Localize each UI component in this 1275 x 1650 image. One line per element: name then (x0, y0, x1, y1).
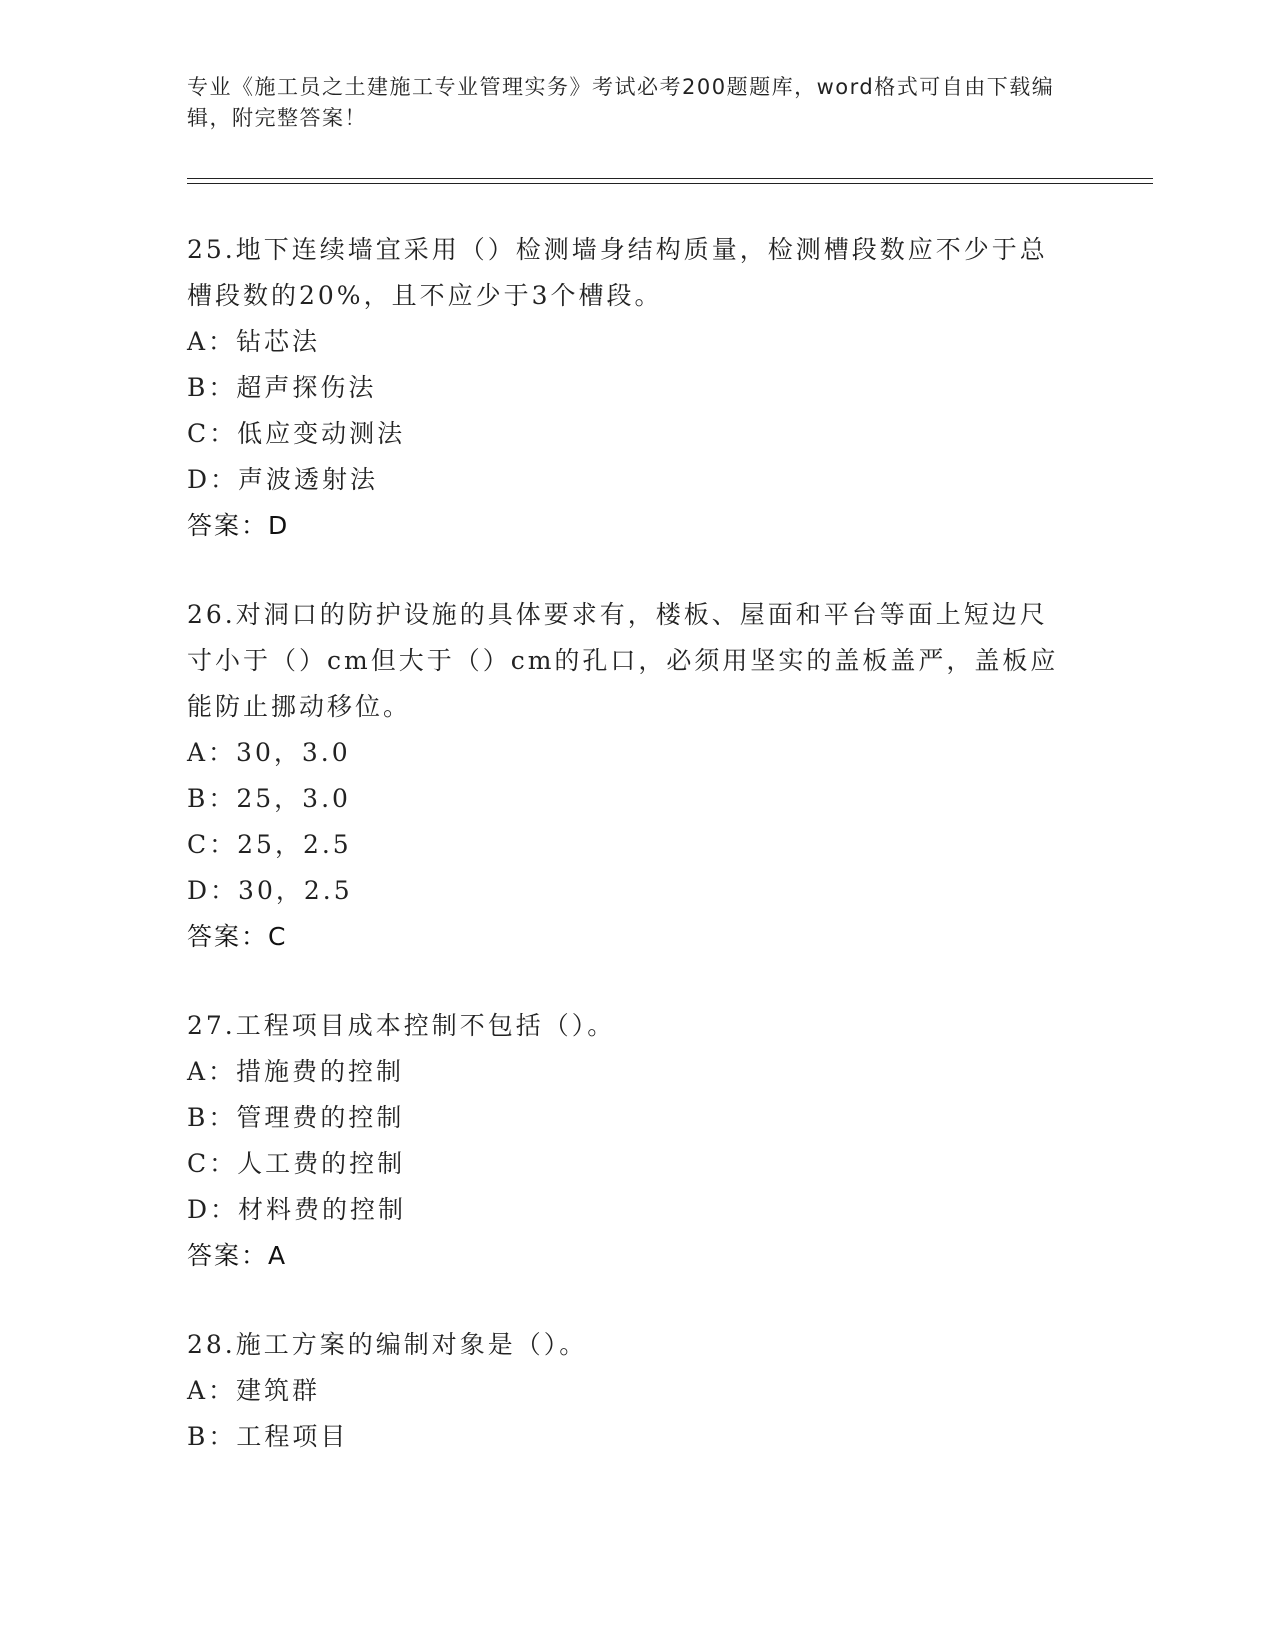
header-divider-top (187, 178, 1153, 179)
answer-line: 答案：A (187, 1241, 288, 1270)
option-d: D：声波透射法 (187, 465, 379, 494)
answer-line: 答案：C (187, 922, 288, 951)
option-a: A：建筑群 (187, 1376, 321, 1405)
question-26 (187, 592, 1067, 960)
question-stem: 25.地下连续墙宜采用（）检测墙身结构质量，检测槽段数应不少于总槽段数的20%，且不应少于3个槽段。 (187, 235, 1048, 310)
answer-line: 答案：D (187, 511, 290, 540)
option-a: A：30，3.0 (187, 738, 351, 767)
option-c: C：低应变动测法 (187, 419, 406, 448)
question-stem: 26.对洞口的防护设施的具体要求有，楼板、屋面和平台等面上短边尺寸小于（）cm但大于（）cm的孔口，必须用坚实的盖板盖严，盖板应能防止挪动移位。 (187, 600, 1059, 721)
header-divider-bottom (187, 183, 1153, 184)
option-b: B：管理费的控制 (187, 1103, 405, 1132)
option-d: D：材料费的控制 (187, 1195, 407, 1224)
option-b: B：超声探伤法 (187, 373, 377, 402)
option-b: B：工程项目 (187, 1422, 349, 1451)
option-a: A：措施费的控制 (187, 1057, 405, 1086)
question-27 (187, 1003, 1067, 1279)
option-a: A：钻芯法 (187, 327, 321, 356)
question-stem: 28.施工方案的编制对象是（）。 (187, 1330, 588, 1359)
question-28 (187, 1322, 1067, 1460)
option-b: B：25，3.0 (187, 784, 351, 813)
question-25 (187, 227, 1067, 549)
option-c: C：25，2.5 (187, 830, 352, 859)
question-stem: 27.工程项目成本控制不包括（）。 (187, 1011, 616, 1040)
option-c: C：人工费的控制 (187, 1149, 406, 1178)
document-header: 专业《施工员之土建施工专业管理实务》考试必考200题题库，word格式可自由下载编辑，附完整答案！ (187, 75, 1055, 130)
option-d: D：30，2.5 (187, 876, 353, 905)
